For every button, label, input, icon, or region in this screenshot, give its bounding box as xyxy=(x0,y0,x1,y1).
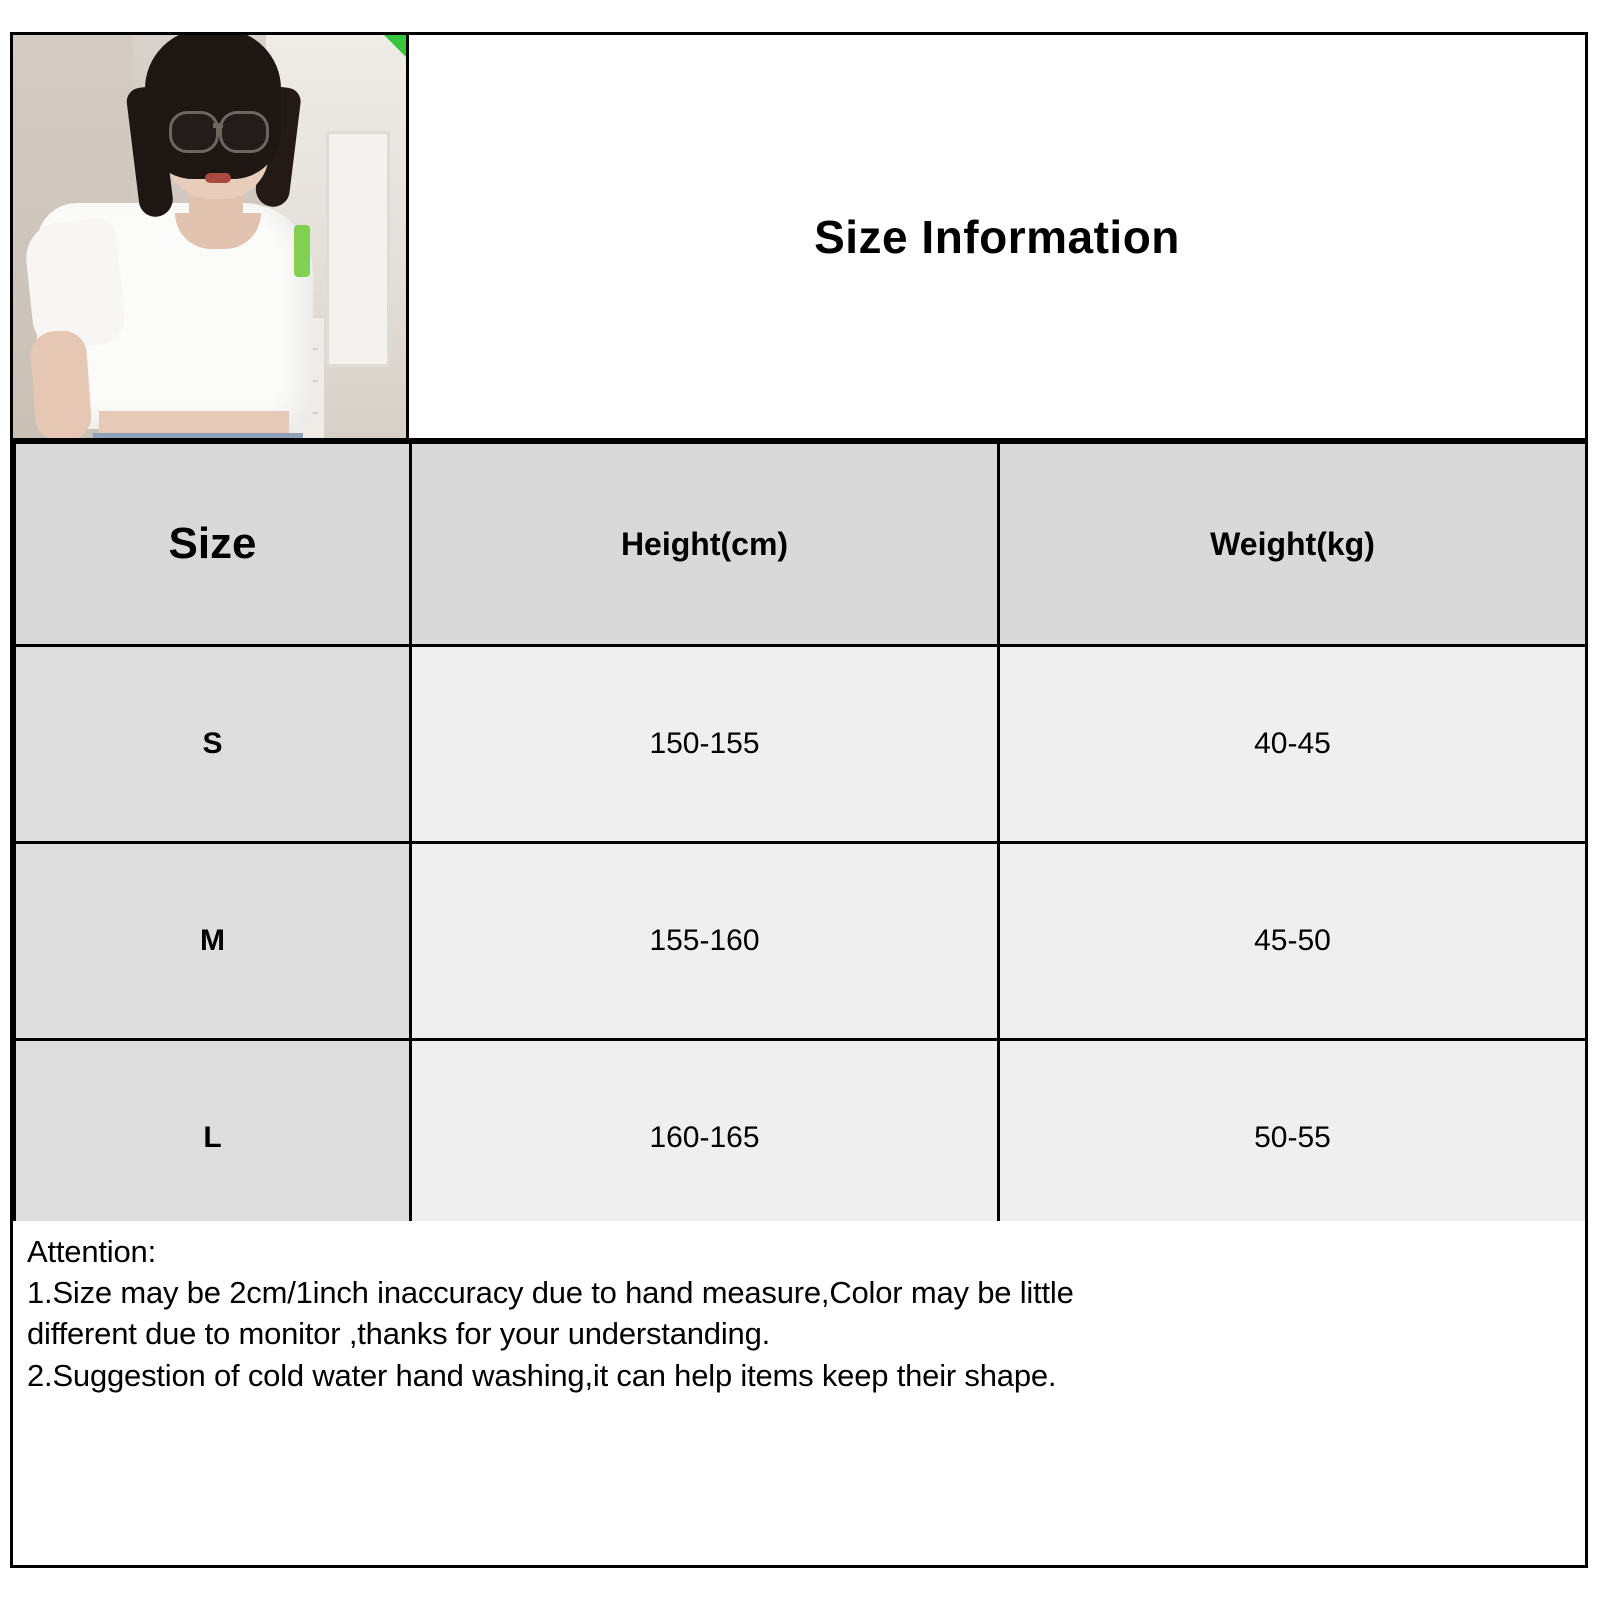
title-cell xyxy=(409,35,1585,438)
photo-door xyxy=(326,131,390,367)
header-size: Size xyxy=(15,443,411,646)
page-title: Size Information xyxy=(814,210,1180,263)
product-photo-cell xyxy=(13,35,409,438)
cell-weight: 45-50 xyxy=(999,843,1587,1040)
product-photo xyxy=(13,35,406,438)
header-height: Height(cm) xyxy=(411,443,999,646)
photo-hair xyxy=(145,35,281,179)
cell-weight: 40-45 xyxy=(999,646,1587,843)
size-table xyxy=(13,441,1588,1238)
cell-height: 150-155 xyxy=(411,646,999,843)
photo-arm xyxy=(29,329,93,438)
cell-size: L xyxy=(15,1040,411,1237)
cell-size: M xyxy=(15,843,411,1040)
cell-height: 160-165 xyxy=(411,1040,999,1237)
sunglasses-icon xyxy=(219,111,269,153)
sunglasses-bridge xyxy=(213,123,223,128)
photo-jeans xyxy=(93,433,303,438)
table-row xyxy=(15,843,1587,1040)
sunglasses-icon xyxy=(169,111,219,153)
photo-green-tag xyxy=(294,225,310,277)
cell-weight: 50-55 xyxy=(999,1040,1587,1237)
photo-sleeve xyxy=(23,217,128,352)
header-weight: Weight(kg) xyxy=(999,443,1587,646)
photo-lips xyxy=(205,173,231,183)
table-header-row xyxy=(15,443,1587,646)
attention-heading: Attention: xyxy=(27,1234,156,1269)
table-row xyxy=(15,646,1587,843)
table-row xyxy=(15,1040,1587,1237)
cell-size: S xyxy=(15,646,411,843)
cell-height: 155-160 xyxy=(411,843,999,1040)
header-row xyxy=(13,35,1585,441)
green-corner-badge xyxy=(382,35,408,59)
attention-line-1b: different due to monitor ,thanks for your understanding. xyxy=(27,1316,771,1352)
size-chart-frame xyxy=(10,32,1588,1568)
attention-line-2: 2.Suggestion of cold water hand washing,it can help items keep their shape. xyxy=(27,1357,1057,1393)
attention-block xyxy=(13,1221,1585,1565)
attention-line-1a: 1.Size may be 2cm/1inch inaccuracy due to hand measure,Color may be little xyxy=(27,1275,1074,1311)
